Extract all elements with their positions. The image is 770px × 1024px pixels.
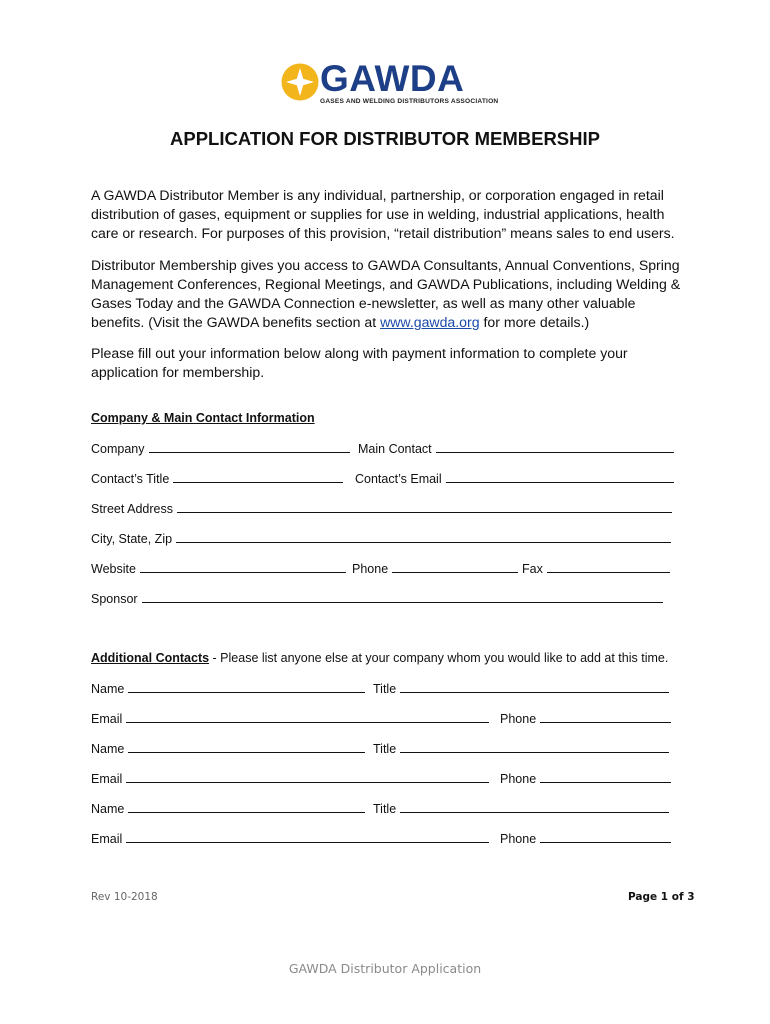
contact2-email-label: Email	[91, 772, 123, 786]
contact1-phone-input-line[interactable]	[540, 711, 671, 723]
website-input-line[interactable]	[140, 561, 346, 573]
contact3-email-label: Email	[91, 832, 123, 846]
contact1-name-field[interactable]	[91, 681, 365, 696]
website-field[interactable]	[91, 561, 346, 576]
company-input-line[interactable]	[149, 441, 350, 453]
contact3-name-input-line[interactable]	[128, 801, 365, 813]
contact1-phone-label: Phone	[500, 712, 537, 726]
gawda-logo	[280, 58, 499, 112]
logo-wordmark: GAWDA	[320, 58, 465, 99]
fax-field[interactable]	[522, 561, 670, 576]
benefits-paragraph	[91, 256, 691, 332]
contacts-title-label: Contact’s Title	[91, 472, 170, 486]
instructions-paragraph: Please fill out your information below along with payment information to complete your application for membership.	[91, 345, 628, 380]
contact2-title-field[interactable]	[373, 741, 669, 756]
city-state-zip-input-line[interactable]	[176, 531, 671, 543]
contact1-email-field[interactable]	[91, 711, 489, 726]
contact2-title-input-line[interactable]	[400, 741, 669, 753]
revision-label: Rev 10-2018	[91, 891, 158, 903]
contact1-phone-field[interactable]	[500, 711, 671, 726]
contact2-name-field[interactable]	[91, 741, 365, 756]
contact3-phone-label: Phone	[500, 832, 537, 846]
contact2-title-label: Title	[373, 742, 397, 756]
phone-label: Phone	[352, 562, 389, 576]
contact1-name-label: Name	[91, 682, 125, 696]
street-address-input-line[interactable]	[177, 501, 672, 513]
contact2-phone-label: Phone	[500, 772, 537, 786]
street-address-field[interactable]	[91, 501, 672, 516]
logo-subtitle: GASES AND WELDING DISTRIBUTORS ASSOCIATION	[320, 98, 499, 105]
contact3-name-label: Name	[91, 802, 125, 816]
contact3-email-field[interactable]	[91, 831, 489, 846]
company-section-heading: Company & Main Contact Information	[91, 411, 315, 425]
contact2-phone-input-line[interactable]	[540, 771, 671, 783]
additional-contacts-heading-row	[91, 651, 668, 665]
main-contact-input-line[interactable]	[436, 441, 674, 453]
benefits-text-end: for more details.)	[479, 314, 590, 330]
sponsor-field[interactable]	[91, 591, 663, 606]
contact2-email-field[interactable]	[91, 771, 489, 786]
contact2-phone-field[interactable]	[500, 771, 671, 786]
company-field[interactable]	[91, 441, 350, 456]
contact2-name-label: Name	[91, 742, 125, 756]
street-address-label: Street Address	[91, 502, 173, 516]
contact3-email-input-line[interactable]	[126, 831, 489, 843]
city-state-zip-field[interactable]	[91, 531, 671, 546]
intro-paragraph: A GAWDA Distributor Member is any individual, partnership, or corporation engaged in retail distribution of gases, equipment or supplies for use in welding, industrial applications, health care or research. For purposes of this provision, “retail distribution” means sales to end users.	[91, 187, 675, 241]
contact3-title-field[interactable]	[373, 801, 669, 816]
gawda-star-icon	[280, 62, 320, 102]
contact1-title-input-line[interactable]	[400, 681, 669, 693]
document-footer-title: GAWDA Distributor Application	[288, 961, 482, 976]
city-state-zip-label: City, State, Zip	[91, 532, 173, 546]
sponsor-input-line[interactable]	[142, 591, 663, 603]
contact1-email-input-line[interactable]	[126, 711, 489, 723]
phone-field[interactable]	[352, 561, 518, 576]
contact1-title-field[interactable]	[373, 681, 669, 696]
additional-contacts-heading: Additional Contacts	[91, 651, 210, 665]
page-title: APPLICATION FOR DISTRIBUTOR MEMBERSHIP	[170, 128, 600, 149]
contact3-phone-input-line[interactable]	[540, 831, 671, 843]
contact1-name-input-line[interactable]	[128, 681, 365, 693]
contact2-name-input-line[interactable]	[128, 741, 365, 753]
contacts-email-field[interactable]	[355, 471, 674, 486]
contact3-title-input-line[interactable]	[400, 801, 669, 813]
fax-input-line[interactable]	[547, 561, 670, 573]
company-label: Company	[91, 442, 145, 456]
phone-input-line[interactable]	[392, 561, 518, 573]
contacts-email-label: Contact’s Email	[355, 472, 442, 486]
sponsor-label: Sponsor	[91, 592, 138, 606]
page-number: Page 1 of 3	[628, 891, 695, 903]
gawda-website-link[interactable]: www.gawda.org	[380, 314, 480, 330]
contact1-email-label: Email	[91, 712, 123, 726]
contacts-email-input-line[interactable]	[446, 471, 674, 483]
benefits-text: Distributor Membership gives you access to GAWDA Consultants, Annual Conventions, Spring Management Conferences, Regional Meetings, and GAWDA Publications, including Welding & Gases Today and the GAWDA Connection e-newsletter, as well as many other valuable benefits. (Visit the GAWDA benefits section at	[91, 257, 681, 330]
contact1-title-label: Title	[373, 682, 397, 696]
contacts-title-input-line[interactable]	[173, 471, 343, 483]
contact3-name-field[interactable]	[91, 801, 365, 816]
contact3-phone-field[interactable]	[500, 831, 671, 846]
additional-contacts-subtext: - Please list anyone else at your company whom you would like to add at this time.	[209, 651, 669, 665]
main-contact-field[interactable]	[358, 441, 674, 456]
contacts-title-field[interactable]	[91, 471, 343, 486]
website-label: Website	[91, 562, 136, 576]
main-contact-label: Main Contact	[358, 442, 432, 456]
contact3-title-label: Title	[373, 802, 397, 816]
contact2-email-input-line[interactable]	[126, 771, 489, 783]
fax-label: Fax	[522, 562, 543, 576]
